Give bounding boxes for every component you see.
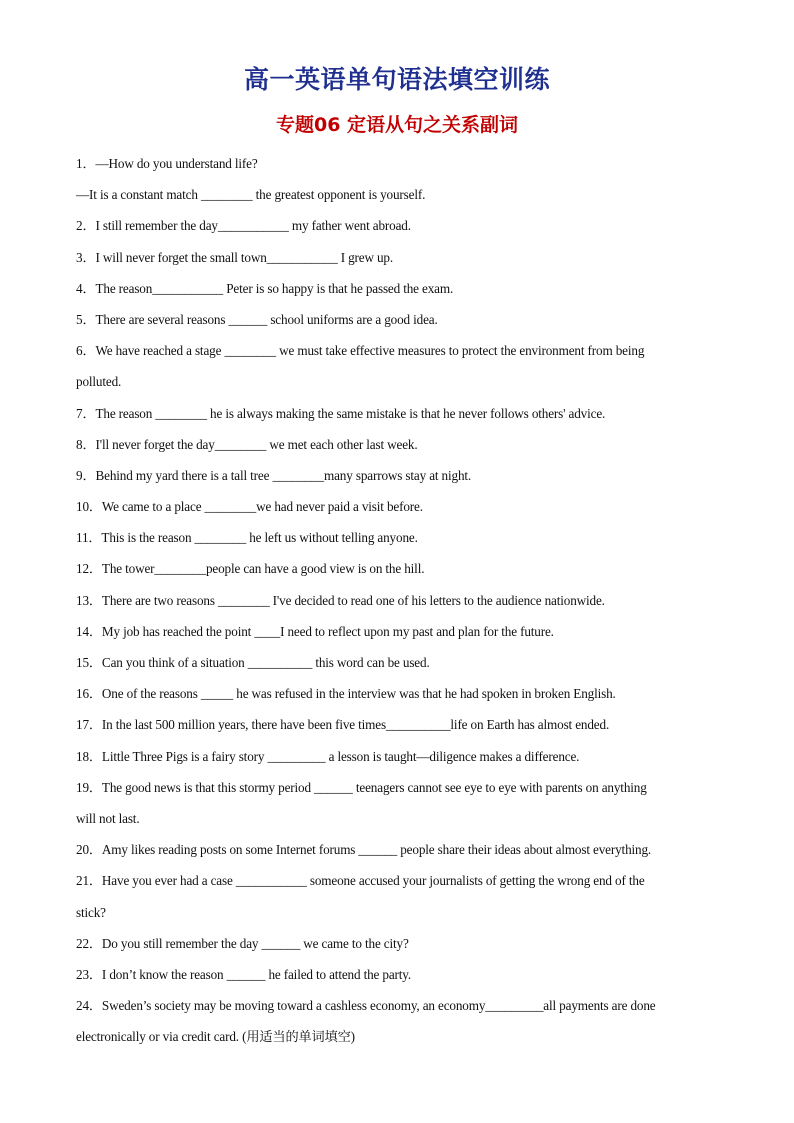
- question-line: 2．I still remember the day___________ my father went abroad.: [76, 218, 411, 234]
- question-line-continued: will not last.: [76, 810, 140, 826]
- question-line: 16．One of the reasons _____ he was refused in the interview was that he had spoken in broken English.: [76, 686, 616, 702]
- question-line-continued: stick?: [76, 904, 106, 920]
- question-line: 9．Behind my yard there is a tall tree ________many sparrows stay at night.: [76, 467, 472, 483]
- question-line: 3．I will never forget the small town___________ I grew up.: [76, 249, 394, 265]
- question-line-continued: polluted.: [76, 374, 122, 390]
- question-line: 22．Do you still remember the day ______ we came to the city?: [76, 935, 409, 951]
- question-line: 20．Amy likes reading posts on some Internet forums ______ people share their ideas about almost everything.: [76, 842, 652, 858]
- question-line-continued: electronically or via credit card. (用适当的单词填空): [76, 1029, 355, 1045]
- question-line: 19．The good news is that this stormy period ______ teenagers cannot see eye to eye with parents on anything: [76, 779, 647, 795]
- question-line: 10．We came to a place ________we had never paid a visit before.: [76, 499, 423, 515]
- question-line: 14．My job has reached the point ____I need to reflect upon my past and plan for the future.: [76, 623, 554, 639]
- question-line: 23．I don’t know the reason ______ he failed to attend the party.: [76, 966, 412, 982]
- question-line: 18．Little Three Pigs is a fairy story _________ a lesson is taught—diligence makes a difference.: [76, 748, 580, 764]
- document-title: 高一英语单句语法填空训练: [243, 65, 550, 94]
- question-line: 4．The reason___________ Peter is so happy is that he passed the exam.: [76, 280, 454, 296]
- question-line: 11．This is the reason ________ he left us without telling anyone.: [76, 530, 418, 546]
- question-line: 12．The tower________people can have a good view is on the hill.: [76, 561, 425, 577]
- question-line: 15．Can you think of a situation __________ this word can be used.: [76, 655, 430, 670]
- question-line: —It is a constant match ________ the greatest opponent is yourself.: [76, 187, 426, 203]
- question-line: 24．Sweden’s society may be moving toward a cashless economy, an economy_________all payments are done: [76, 998, 656, 1014]
- question-line: 1．—How do you understand life?: [76, 156, 258, 171]
- question-line: 6．We have reached a stage ________ we must take effective measures to protect the environment from being: [76, 343, 645, 359]
- question-line: 5．There are several reasons ______ school uniforms are a good idea.: [76, 311, 438, 327]
- document-subtitle: 专题06 定语从句之关系副词: [275, 114, 519, 136]
- question-line: 13．There are two reasons ________ I've decided to read one of his letters to the audience nationwide.: [76, 592, 605, 608]
- question-line: 7．The reason ________ he is always making the same mistake is that he never follows others' advice.: [76, 405, 606, 421]
- question-list: [76, 148, 716, 1052]
- question-line: 17．In the last 500 million years, there have been five times__________life on Earth has almost ended.: [76, 717, 610, 733]
- question-line: 21．Have you ever had a case ___________ someone accused your journalists of getting the wrong end of the: [76, 873, 645, 889]
- question-line: 8．I'll never forget the day________ we met each other last week.: [76, 436, 418, 452]
